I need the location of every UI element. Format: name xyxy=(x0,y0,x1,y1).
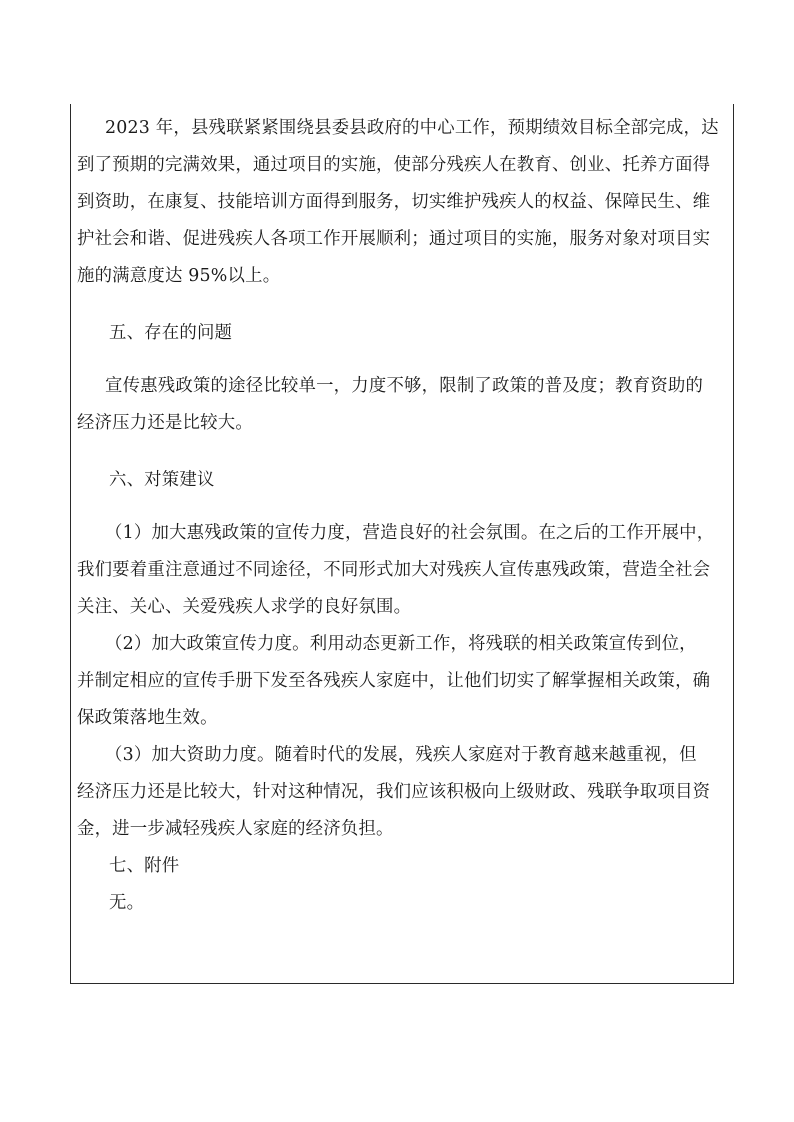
attachments-body: 无。 xyxy=(109,893,145,913)
performance-summary xyxy=(77,110,725,295)
paragraph-line: 2023 年，县残联紧紧围绕县委县政府的中心工作，预期绩效目标全部完成，达 xyxy=(105,118,719,138)
paragraph-line: （2）加大政策宣传力度。利用动态更新工作，将残联的相关政策宣传到位， xyxy=(105,634,697,654)
problems-paragraph xyxy=(77,368,725,442)
document-body xyxy=(77,110,725,922)
suggestion-item-3 xyxy=(77,737,725,848)
paragraph-line: 金，进一步减轻残疾人家庭的经济负担。 xyxy=(77,819,394,839)
paragraph-line: 经济压力还是比较大。 xyxy=(77,413,253,433)
paragraph-line: 护社会和谐、促进残疾人各项工作开展顺利；通过项目的实施，服务对象对项目实 xyxy=(77,229,711,249)
paragraph-line: 并制定相应的宣传手册下发至各残疾人家庭中，让他们切实了解掌握相关政策，确 xyxy=(77,671,711,691)
paragraph-line: 宣传惠残政策的途径比较单一，力度不够，限制了政策的普及度；教育资助的 xyxy=(105,376,704,396)
suggestion-item-1 xyxy=(77,515,725,626)
paragraph-line: 到了预期的完满效果，通过项目的实施，使部分残疾人在教育、创业、托养方面得 xyxy=(77,155,711,175)
paragraph-line: （1）加大惠残政策的宣传力度，营造良好的社会氛围。在之后的工作开展中， xyxy=(105,523,715,543)
section-heading-suggestions: 六、对策建议 xyxy=(109,470,215,490)
suggestion-item-2 xyxy=(77,626,725,737)
paragraph-line: 保政策落地生效。 xyxy=(77,708,218,728)
paragraph-line: 经济压力还是比较大，针对这种情况，我们应该积极向上级财政、残联争取项目资 xyxy=(77,782,711,802)
paragraph-line: 到资助，在康复、技能培训方面得到服务，切实维护残疾人的权益、保障民生、维 xyxy=(77,192,711,212)
section-heading-attachments: 七、附件 xyxy=(109,856,180,876)
paragraph-line: （3）加大资助力度。随着时代的发展，残疾人家庭对于教育越来越重视，但 xyxy=(105,745,697,765)
paragraph-line: 关注、关心、关爱残疾人求学的良好氛围。 xyxy=(77,597,412,617)
section-heading-problems: 五、存在的问题 xyxy=(109,323,233,343)
paragraph-line: 施的满意度达 95%以上。 xyxy=(77,266,281,286)
paragraph-line: 我们要着重注意通过不同途径，不同形式加大对残疾人宣传惠残政策，营造全社会 xyxy=(77,560,711,580)
